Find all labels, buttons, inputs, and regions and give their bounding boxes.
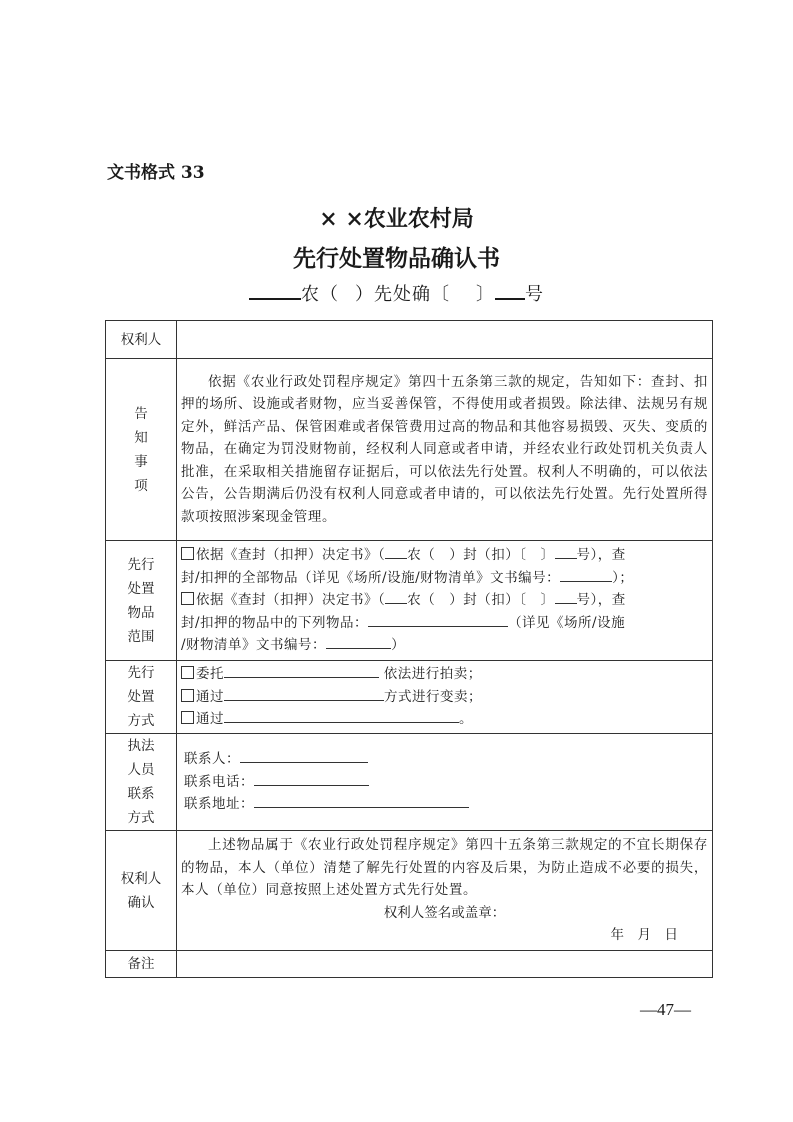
- blank[interactable]: [224, 686, 384, 701]
- contact-person-label: 联系人：: [184, 751, 240, 768]
- agency-name: × ×农业农村局: [319, 206, 474, 232]
- remarks-label: 备注: [106, 951, 177, 978]
- doc-number-blank[interactable]: [495, 280, 525, 300]
- label-line: 处置: [127, 580, 155, 597]
- label-line: 联系: [127, 786, 155, 802]
- label-line: 处置: [127, 689, 155, 705]
- label-line: 确认: [127, 894, 155, 911]
- format-label: 文书格式 33: [107, 163, 205, 183]
- row-confirm: [106, 831, 713, 951]
- document-title: 先行处置物品确认书: [293, 245, 500, 272]
- notice-text: 依据《农业行政处罚程序规定》第四十五条第三款的规定，告知如下：查封、扣押的场所、设施或者财物，应当妥善保管，不得使用或者损毁。除法律、法规另有规定外，鲜活产品、保管困难或者保管费用过高的物品和其他容易损毁、灭失、变质的物品，在确定为罚没财物前，经权利人同意或者申请，并经农业行政处罚机关负责人批准，在采取相关措施留存证据后，可以依法先行处置。权利人不明确的，可以依法公告，公告期满后仍没有权利人同意或者申请的，可以依法先行处置。先行处置所得款项按照涉案现金管理。: [177, 359, 713, 541]
- text: ）: [391, 637, 406, 654]
- text: 通过: [196, 688, 224, 705]
- contact-phone-field[interactable]: [254, 771, 369, 786]
- notice-label: [106, 359, 177, 541]
- contact-label: [106, 734, 177, 831]
- text: 号），查: [576, 547, 626, 564]
- blank[interactable]: [368, 612, 508, 627]
- method-sale-checkbox[interactable]: [181, 689, 194, 702]
- label-char: 项: [134, 477, 148, 494]
- doc-number-part: 号: [525, 284, 544, 305]
- text: 依法进行拍卖；: [379, 666, 482, 683]
- scope-content: [177, 541, 713, 661]
- doc-number-part: 农（: [301, 284, 339, 305]
- remarks-field[interactable]: [177, 951, 713, 978]
- text: 。: [459, 711, 473, 728]
- text: 封/扣押的物品中的下列物品：: [181, 614, 369, 631]
- label-char: 知: [134, 429, 148, 446]
- text: 依据《查封（扣押）决定书》（: [196, 592, 386, 609]
- blank[interactable]: [326, 634, 391, 649]
- contact-address-label: 联系地址：: [184, 796, 254, 813]
- row-owner: [106, 321, 713, 359]
- text: ）；: [612, 569, 634, 586]
- text: 号），查: [576, 592, 626, 609]
- confirm-content: [177, 831, 713, 951]
- method-label: [106, 661, 177, 734]
- row-notice: [106, 359, 713, 541]
- confirm-label: [106, 831, 177, 951]
- doc-number-blank[interactable]: [249, 280, 301, 300]
- blank[interactable]: [555, 544, 577, 559]
- row-contact: [106, 734, 713, 831]
- label-char: 事: [134, 453, 148, 470]
- owner-label: 权利人: [106, 321, 177, 359]
- contact-content: [177, 734, 713, 831]
- text: 委托: [196, 666, 224, 683]
- blank[interactable]: [224, 708, 459, 723]
- text: 封/扣押的全部物品（详见《场所/设施/财物清单》文书编号：: [181, 569, 561, 586]
- confirmation-form-table: [105, 320, 713, 978]
- label-line: 人员: [127, 762, 155, 778]
- document-number: [0, 280, 793, 306]
- scope-label: [106, 541, 177, 661]
- row-method: [106, 661, 713, 734]
- owner-field[interactable]: [177, 321, 713, 359]
- confirm-text: 上述物品属于《农业行政处罚程序规定》第四十五条第三款规定的不宜长期保存的物品，本人（单位）清楚了解先行处置的内容及后果，为防止造成不必要的损失，本人（单位）同意按照上述处置方式先行处置。: [181, 837, 708, 899]
- row-remarks: [106, 951, 713, 978]
- method-auction-checkbox[interactable]: [181, 666, 194, 679]
- label-line: 方式: [127, 713, 155, 729]
- signature-field[interactable]: 权利人签名或盖章：: [383, 904, 506, 921]
- label-line: 方式: [127, 810, 155, 826]
- blank[interactable]: [385, 589, 407, 604]
- blank[interactable]: [555, 589, 577, 604]
- label-line: 范围: [127, 628, 155, 645]
- contact-phone-label: 联系电话：: [184, 773, 254, 790]
- label-line: 先行: [127, 556, 155, 573]
- label-line: 执法: [127, 738, 155, 754]
- text: 通过: [196, 711, 224, 728]
- label-line: 物品: [127, 604, 155, 621]
- blank[interactable]: [560, 567, 612, 582]
- label-line: 先行: [127, 665, 155, 681]
- contact-person-field[interactable]: [240, 748, 368, 763]
- contact-address-field[interactable]: [254, 793, 469, 808]
- text: 方式进行变卖；: [384, 688, 482, 705]
- method-content: [177, 661, 713, 734]
- text: /财物清单》文书编号：: [181, 637, 327, 654]
- date-field[interactable]: 年 月 日: [610, 927, 678, 944]
- row-scope: [106, 541, 713, 661]
- scope-option2-checkbox[interactable]: [181, 592, 194, 605]
- text: （详见《场所/设施: [508, 614, 626, 631]
- blank[interactable]: [224, 663, 379, 678]
- label-char: 告: [134, 405, 148, 422]
- scope-option1-checkbox[interactable]: [181, 547, 194, 560]
- doc-number-part: 〕: [476, 284, 495, 305]
- method-other-checkbox[interactable]: [181, 711, 194, 724]
- text: 依据《查封（扣押）决定书》（: [196, 547, 386, 564]
- page-number: —47—: [640, 1000, 691, 1019]
- text: 农（ ）封（扣）〔 〕: [407, 547, 555, 564]
- doc-number-part: ）先处确〔: [355, 284, 450, 305]
- label-line: 权利人: [120, 870, 162, 887]
- blank[interactable]: [385, 544, 407, 559]
- text: 农（ ）封（扣）〔 〕: [407, 592, 555, 609]
